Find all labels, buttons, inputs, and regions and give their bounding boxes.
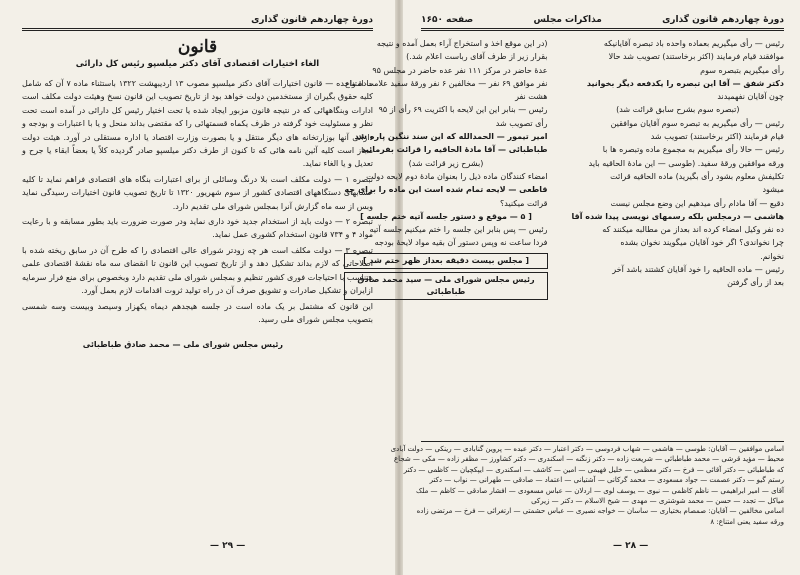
text-line: بقرار زیر از طرف آقای رباست اعلام شد.)	[406, 52, 548, 62]
names-line: میاکل — تجدد — حسن — محمد شوشتری — مهدی — شیخ الاسلام — دکتر — زیرکی	[531, 497, 784, 506]
left-page	[0, 0, 395, 575]
header-title: دورهٔ چهاردهم قانون گذاری	[662, 15, 784, 25]
approval-paragraph: این قانون که مشتمل بر یک ماده است در جلسه هیجدهم دیماه یکهزار وسیصد وبیست وسه شمسی بتصویب مجلس شورای ملی رسید.	[22, 301, 373, 324]
text-line: میشود	[762, 185, 784, 195]
text-line: هاشمی — درمجلس بلکه رسمهای نویسی پیدا شده آقا	[571, 211, 784, 221]
signature: رئیس مجلس شورای ملی — محمد صادق طباطبائی	[82, 340, 283, 350]
names-line: آقای — امیر ابراهیمی — ناظم کاظمی — نبوی — یوسف لوی — اردلان — عباس مسعودی — افشار صادقی — کاظم — ملک	[416, 486, 784, 495]
text-line: نفر موافق ۶۹ نفر — مخالفین ۶ نفر ورقهٔ سفید علامت امتناع	[345, 78, 548, 88]
text-line: موافقند قیام فرمایند (اکثر برخاستند) تصویب شد حالا	[608, 52, 784, 62]
right-page	[344, 0, 800, 575]
left-column	[344, 37, 547, 435]
text-line: دقیع — آقا مادام رأی میدهیم این وضع مجلس نیست	[610, 198, 784, 208]
text-line: هشت نفر	[515, 92, 548, 102]
session-end-box: [ مجلس بیست دقیقه بعداز ظهر ختم شد ]	[344, 253, 547, 269]
names-line: اسامی مخالفین — آقایان: صمصام بختیاری — ساسان — خواجه نصیری — عباس حشمتی — ارتغرائی — فرخ — مرتضی زاده	[416, 507, 784, 516]
text-line: چون آقایان نفهمیدند	[717, 92, 784, 102]
header-page-label: صفحه ۱۶۵۰	[421, 15, 474, 25]
text-line: رئیس — حالا رأی میگیریم به مجموع ماده وتبصره ها با	[602, 145, 784, 155]
text-line: رأی میگیریم بتبصره سوم	[700, 65, 784, 75]
running-header	[22, 14, 373, 26]
page-number: — ۲۹ —	[210, 541, 246, 551]
text-line: نخوانم.	[760, 251, 784, 261]
text-line: رئیس — ماده الحاقیه را خود آقایان کشتند باشد آخر	[612, 265, 784, 275]
session-signature-box: رئیس مجلس شورای ملی — سید محمد صادق طباطبائی	[344, 272, 547, 300]
text-line: تکلیفش معلوم بشود رأی بگیرید) ماده الحاقیه قرائت	[610, 171, 784, 181]
text-line: دکتر شفق — آقا این تبصره را یکدفعه دیگر بخوانید	[586, 78, 784, 88]
text-line: (بشرح زیر قرائت شد)	[408, 158, 484, 168]
text-line: ده نفر وکیل امضاء کرده اند بعداز من مطالبه میکنند که	[602, 225, 784, 235]
header-rule	[22, 28, 373, 31]
law-title: قانون	[177, 37, 218, 57]
section-heading: [ ۵ — موقع و دستور جلسه آتیه ختم جلسه ]	[360, 211, 532, 221]
text-line: امضاء کنندگان ماده ذیل را بعنوان مادهٔ دوم لایحه دولت	[366, 171, 548, 181]
text-line: امیر تیمور — الحمدالله که این سند ننگین پاره شد	[354, 132, 548, 142]
right-column	[572, 37, 784, 435]
header-rule	[421, 28, 784, 31]
text-line: رئیس — بنابر این این لایحه با اکثریت ۶۹ رأی از ۹۵	[378, 105, 548, 115]
text-line: چرا نخواندی؟ اگر خود آقایان میگویند نخوان بشده	[620, 238, 784, 248]
text-line: رئیس — رأی میگیریم به تبصره سوم آقایان موافقین	[610, 118, 784, 128]
text-line: بعد از رأی گرفتن	[727, 278, 784, 288]
article-paragraph: مادهٔ واحده — قانون اختیارات آقای دکتر میلسپو مصوب ۱۳ اردیبهشت ۱۳۲۲ باستثناء ماده ۷ آن که شامل کلیه حقوق بگیران از مستخدمین دولت خواهد بود از تاریخ تصویب این قانون نسخ وهیئت دولت مکلف است ادارات وبنگاههائی که در نتیجه قانون مزبور ایجاد شده یا تحت اختیار رئیس کل دارائی در آمده است تحت نظر و مسئولیت خود گرفته در ظرف یکماه قسمتهائی را که مقتضی بداند منحل و یا با اعتبارات و بودجه و دارائی آنها بوزارتخانه های دیگر منتقل و یا بصورت وزارت اقتصاد یا اداره مستقلی در آورد. هیئت دولت مجاز است کلیه آئین نامه هائی که تا کنون از طرف دکتر میلسپو صادر گردیده کلاً یا بعضاً ابقاء یا جرح و تعدیل و یا الغاء نماید.	[22, 79, 374, 169]
text-line: رأی تصویب شد	[495, 118, 548, 128]
names-line: رستم گیو — دکتر عصمت — جواد مسعودی — محمد گرکانی — آشتیانی — اعتماد — صادقی — طهرانی — نواب — دکتر	[429, 476, 784, 485]
text-line: قیام فرمایند (اکثر برخاستند) تصویب شد	[650, 132, 784, 142]
text-line: عدهٔ حاضر در مرکز ۱۱۱ نفر عده حاضر در مجلس ۹۵	[372, 65, 548, 75]
header-section: مذاکرات مجلس	[533, 15, 602, 25]
header-title: دورهٔ چهاردهم قانون گذاری	[251, 15, 373, 25]
vote-names-block	[390, 441, 784, 527]
law-subtitle: الغاء اختیارات اقتصادی آقای دکتر میلسپو رئیس کل دارائی	[75, 59, 320, 69]
text-line: رئیس — رأی میگیریم بعماده واحده باد تبصره آقایانیکه	[603, 39, 784, 48]
text-line: ورقه موافقین ورقهٔ سفید. (طوسی — این مادهٔ الحاقیه باید	[588, 158, 784, 168]
text-line: قاطعی — لایحه تمام شده است این ماده را برای چه	[344, 185, 548, 195]
text-line: (تبصره سوم بشرح سابق قرائت شد)	[616, 105, 740, 115]
names-line: محیط — مؤید قرشی — محمد طباطبائی — شریعت زاده — دکتر زنگنه — اسکندری — دکتر کشاورز — مظفر زاده — مکی — شجاع	[394, 455, 784, 464]
text-line: قرائت میکنید؟	[500, 198, 548, 208]
text-line: طباطبائی — آقا مادهٔ الحاقیه را قرائت بفرمائید	[361, 145, 548, 155]
page-number: — ۲۸ —	[613, 541, 649, 551]
note-2-paragraph: تبصره ۲ — دولت باید از استخدام جدید خود داری نماید ودر صورت ضرورت باید بطور مسابقه و با رعایت مواد ۴ و ۷۳۴ قانون استخدام کشوری عمل نماید.	[22, 217, 374, 240]
text-columns	[344, 37, 784, 435]
text-line: (در این موقع اخذ و استخراج آراء بعمل آمده و نتیجه	[376, 39, 548, 48]
text-line: فردا ساعت نه وپس دستور آن بقیه مواد لایحهٔ بودجه	[374, 238, 548, 248]
names-line: ورقه سفید یعنی امتناع: ۸	[710, 517, 784, 526]
names-line: اسامی موافقین — آقایان: طوسی — هاشمی — شهاب فردوسی — دکتر اعتبار — دکتر عبده — پروین گنابادی — رینکی — دولت آبادی	[390, 445, 784, 453]
note-1-paragraph: تبصره ۱ — دولت مکلف است بلا درنگ وسائلی از برای اعتبارات بنگاه های اقتصادی فراهم نماید تا کلیه حسابهای دستگاههای اقتصادی کشور از سوم شهریور ۱۳۲۰ تا تاریخ تصویب قانون اختیارات رسیدگی نماید وبس از سه ماه گزارش آنرا بمجلس شورای ملی تقدیم دارد.	[22, 174, 374, 211]
running-header	[421, 14, 784, 26]
names-line: که طباطبائی — دکتر آقائی — فرخ — دکتر معظمی — خلیل فهیمی — امین — کاشف — اسکندری — ایپکچیان — کاظمی — دکتر	[403, 465, 784, 474]
text-line: رئیس — پس بنابر این جلسه را ختم میکنیم جلسه آتیه	[369, 225, 548, 235]
note-3-paragraph: تبصره ۳ — دولت مکلف است هر چه زودتر شورای عالی اقتصادی را که طرح آن در سابق ریخته شده با اصلاحاتی که لازم بداند تشکیل دهد و از تاریخ تصویب این قانون تا انقضای سه ماه نقشهٔ اقتصادی علمی متناسب با احتیاجات فوری کشور تنظیم و بمجلس شورای ملی تقدیم دارد وبخصوص برای منع فرار سرمایه ازایران و تشکیل صادرات و تشویق صرف آن در راه تولید ثروت اقدامات لازم بعمل آورد.	[22, 245, 373, 296]
